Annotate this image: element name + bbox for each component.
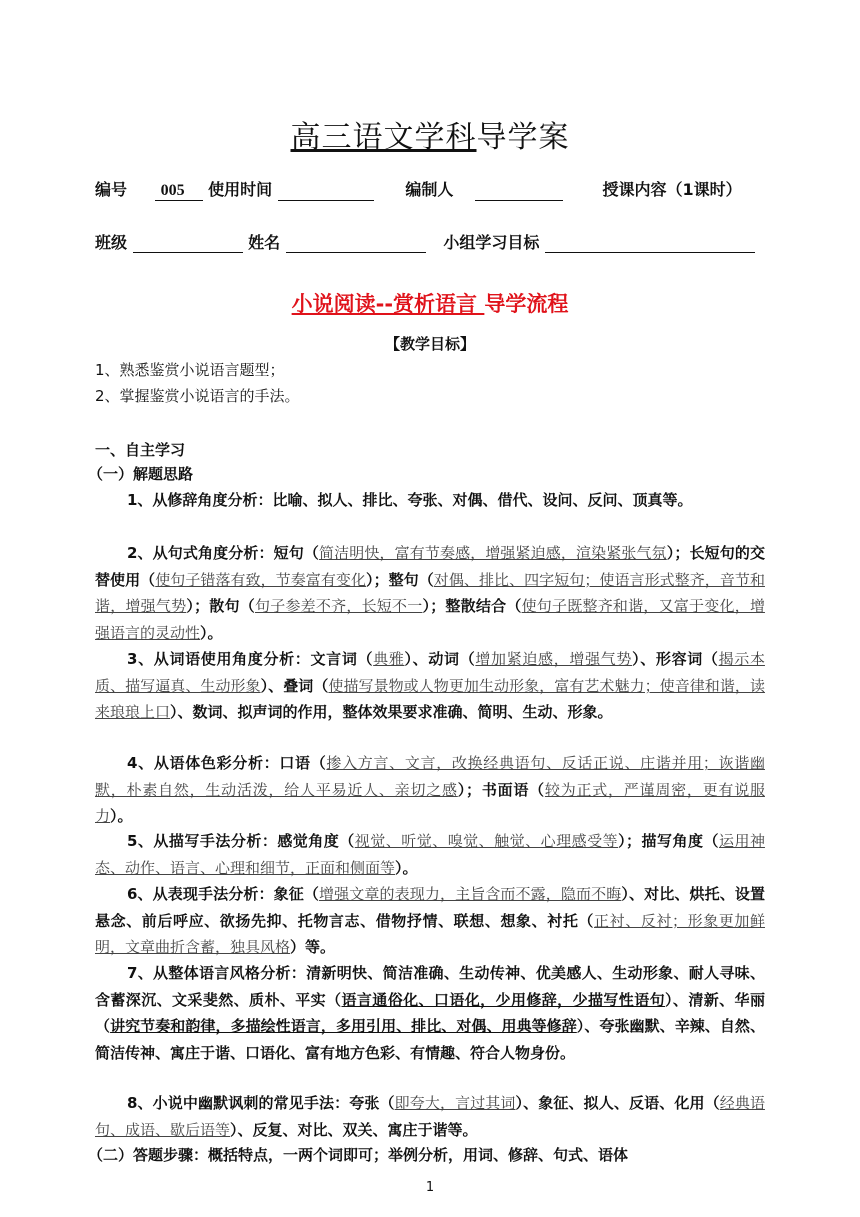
name-blank[interactable] (286, 234, 426, 253)
page-number: 1 (425, 1180, 435, 1195)
number-label: 编号 (95, 180, 128, 199)
item-7: 7、从整体语言风格分析：清新明快、简洁准确、生动传神、优美感人、生动形象、耐人寻味、含蓄深沉、文采斐然、质朴、平实（语言通俗化、口语化，少用修辞，少描写性语句）、清新、华丽（讲究节奏和韵律，多描绘性语言，多用引用、排比、对偶、用典等修辞）、夸张幽默、辛辣、自然、简洁传神、寓庄于谐、口语化、富有地方色彩、有情趣、符合人物身份。 (95, 964, 765, 1062)
answer-steps: （二）答题步骤：概括特点，一两个词即可；举例分析，用词、修辞、句式、语体 (88, 1146, 629, 1164)
subsection-heading: （一）解题思路 (88, 465, 194, 483)
group-goal-blank[interactable] (545, 234, 755, 253)
document-title: 高三语文学科导学案 (290, 120, 570, 155)
item-1: 1、从修辞角度分析：比喻、拟人、排比、夸张、对偶、借代、设问、反问、顶真等。 (127, 491, 693, 509)
time-label: 使用时间 (208, 180, 273, 199)
group-goal-label: 小组学习目标 (443, 233, 540, 252)
time-blank[interactable] (278, 182, 374, 201)
editor-label: 编制人 (405, 180, 454, 199)
item-4: 4、从语体色彩分析：口语（掺入方言、文言，改换经典语句、反话正说、庄谐并用；诙谐幽默，朴素自然，生动活泼，给人平易近人、亲切之感）；书面语（较为正式，严谨周密，更有说服力）。 (95, 754, 765, 825)
editor-blank[interactable] (475, 182, 563, 201)
item-3: 3、从词语使用角度分析：文言词（典雅）、动词（增加紧迫感，增强气势）、形容词（揭示本质、描写逼真、生动形象）、叠词（使描写景物或人物更加生动形象，富有艺术魅力；使音律和谐，读来琅琅上口）、数词、拟声词的作用，整体效果要求准确、简明、生动、形象。 (95, 650, 765, 721)
info-row-2 (95, 230, 755, 253)
goal-item: 1、熟悉鉴赏小说语言题型； (95, 361, 285, 379)
number-value: 005 (155, 182, 203, 201)
class-label: 班级 (95, 233, 128, 252)
section-heading: 一、自主学习 (95, 441, 186, 459)
class-blank[interactable] (133, 234, 243, 253)
goals-heading: 【教学目标】 (384, 335, 475, 353)
item-5: 5、从描写手法分析：感觉角度（视觉、听觉、嗅觉、触觉、心理感受等）；描写角度（运用神态、动作、语言、心理和细节，正面和侧面等）。 (95, 832, 765, 877)
name-label: 姓名 (248, 233, 281, 252)
goal-item: 2、掌握鉴赏小说语言的手法。 (95, 387, 300, 405)
content-label: 授课内容（1课时） (602, 180, 742, 199)
lesson-title: 小说阅读--赏析语言 导学流程 (291, 292, 569, 316)
info-row-1 (95, 177, 742, 201)
item-2: 2、从句式角度分析：短句（简洁明快，富有节奏感，增强紧迫感，渲染紧张气氛）；长短句的交替使用（使句子错落有致，节奏富有变化）；整句（对偶、排比、四字短句；使语言形式整齐，音节和谐，增强气势）；散句（句子参差不齐，长短不一）；整散结合（使句子既整齐和谐，又富于变化，增强语言的灵动性）。 (95, 544, 765, 642)
item-8: 8、小说中幽默讽刺的常见手法：夸张（即夸大，言过其词）、象征、拟人、反语、化用（经典语句、成语、歇后语等）、反复、对比、双关、寓庄于谐等。 (95, 1094, 765, 1139)
item-6: 6、从表现手法分析：象征（增强文章的表现力，主旨含而不露，隐而不晦）、对比、烘托、设置悬念、前后呼应、欲扬先抑、托物言志、借物抒情、联想、想象、衬托（正衬、反衬；形象更加鲜明，文章曲折含蓄，独具风格）等。 (95, 885, 765, 956)
